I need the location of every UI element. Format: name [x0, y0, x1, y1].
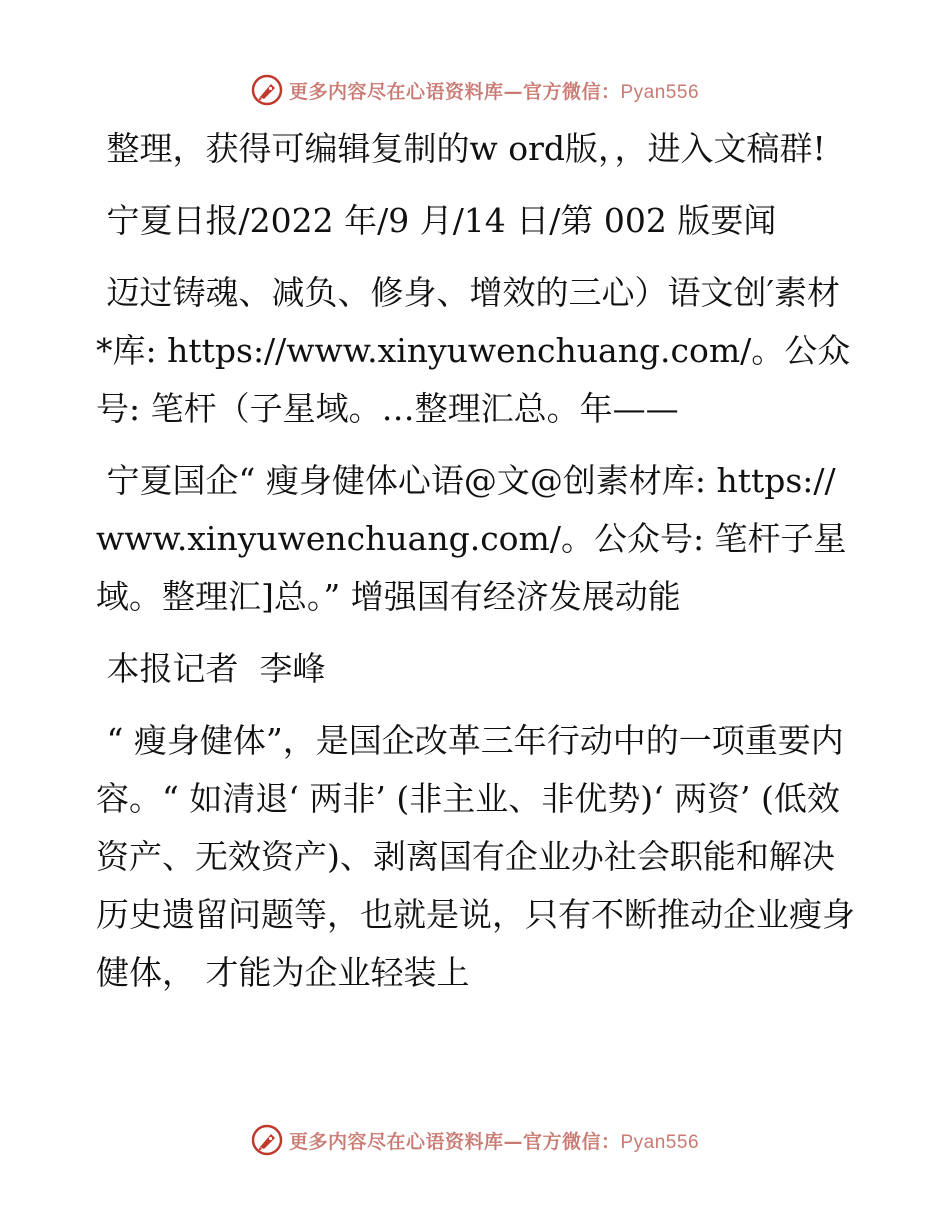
pen-nib-logo-icon	[251, 1124, 283, 1156]
banner-wechat-id: Pyan556	[620, 81, 700, 103]
header-watermark-banner	[0, 70, 950, 110]
banner-inner	[251, 74, 699, 106]
banner-text-cn: 更多内容尽在心语资料库—官方微信：	[288, 1130, 621, 1153]
paragraph-headline-1: 迈过铸魂、减负、修身、增效的三心）语文创′素材*库: https://www.xinyuwenchuang.com/。公众号: 笔杆（子星域。…整理汇总。年——	[96, 273, 851, 428]
banner-wechat-id: Pyan556	[620, 1131, 700, 1153]
banner-inner	[251, 1124, 699, 1156]
paragraph-intro: 整理，获得可编辑复制的w ord版，，进入文稿群!	[96, 129, 826, 168]
banner-text-cn: 更多内容尽在心语资料库—官方微信：	[288, 80, 621, 103]
paragraph-headline-2: 宁夏国企“ 瘦身健体心语@文@创素材库: https://www.xinyuwenchuang.com/。公众号: 笔杆子星域。整理汇]总。” 增强国有经济发展动能	[96, 461, 847, 616]
footer-watermark-banner	[0, 1120, 950, 1160]
banner-text	[289, 77, 699, 104]
paragraph-byline: 本报记者 李峰	[96, 649, 326, 688]
document-body	[96, 120, 856, 1016]
pen-nib-logo-icon	[251, 74, 283, 106]
paragraph-body: “ 瘦身健体”，是国企改革三年行动中的一项重要内容。“ 如清退‘ 两非’ (非主业、非优势)‘ 两资’ (低效资产、无效资产)、剥离国有企业办社会职能和解决历史遗留问题等，也就是说，只有不断推动企业瘦身健体， 才能为企业轻装上	[96, 721, 855, 992]
paragraph-source-line: 宁夏日报/2022 年/9 月/14 日/第 002 版要闻	[96, 201, 777, 240]
banner-text	[289, 1127, 699, 1154]
